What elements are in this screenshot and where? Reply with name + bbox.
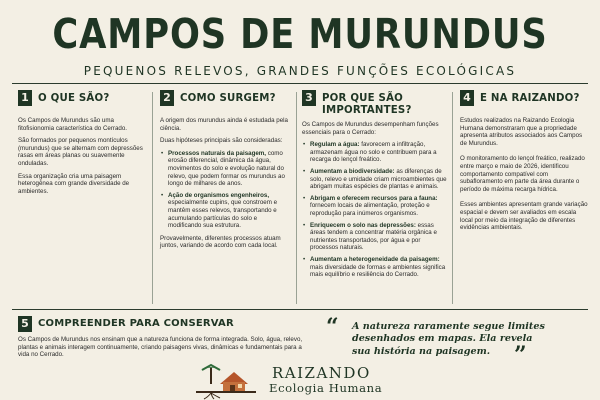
list-item bbox=[310, 256, 448, 279]
column-divider bbox=[152, 92, 153, 304]
paragraph: Provavelmente, diferentes processos atuam juntos, variando de acordo com cada local. bbox=[160, 234, 281, 250]
section-header bbox=[18, 90, 148, 112]
section-number: 3 bbox=[302, 90, 316, 106]
bullet-text: especialmente cupins, que constroem e mantêm esses relevos, transportando e acumulando partículas do solo e modificando sua estrutura. bbox=[168, 199, 278, 230]
bullet-list bbox=[310, 141, 448, 279]
paragraph: Os Campos de Murundus desempenham funções essenciais para o Cerrado: bbox=[302, 121, 439, 136]
bullet-bold: Regulam a água: bbox=[310, 141, 360, 149]
paragraph: Estudos realizados na Raizando Ecologia Humana demonstraram que a propriedade apresenta atributos associados aos Campos de Murundus. bbox=[460, 117, 583, 147]
paragraph: Os Campos de Murundus nos ensinam que a natureza funciona de forma integrada. Solo, água, relevo, plantas e animais interagem continuamente, criando paisagens vivas, dinâmicas e fundamentais para a vida no Cerrado. bbox=[18, 336, 303, 359]
bullet-bold: Processos naturais da paisagem, bbox=[168, 149, 267, 157]
list-item bbox=[310, 195, 448, 218]
bullet-bold: Enriquecem o solo nas depressões: bbox=[310, 221, 416, 229]
bullet-text: mais diversidade de formas e ambientes significa mais equilíbrio e resiliência do Cerrado. bbox=[310, 263, 446, 279]
section-in-raizando bbox=[460, 90, 588, 237]
section-header bbox=[160, 90, 290, 112]
section-number: 4 bbox=[460, 90, 474, 106]
paragraph: A origem dos murundus ainda é estudada pela ciência. bbox=[160, 117, 288, 132]
bullet-bold: Abrigam e oferecem recursos para a fauna: bbox=[310, 194, 438, 202]
house-with-tree-and-roots-icon bbox=[196, 362, 268, 400]
section-title: O QUE SÃO? bbox=[38, 93, 110, 104]
section-title: E NA RAIZANDO? bbox=[480, 93, 580, 104]
paragraph: São formados por pequenos montículos (murundus) que se alternam com depressões rasas em áreas planas ou suavemente onduladas. bbox=[18, 137, 143, 167]
section-how-arise bbox=[160, 90, 290, 255]
paragraph: Os Campos de Murundus são uma fitofisionomia característica do Cerrado. bbox=[18, 117, 128, 132]
bullet-list bbox=[168, 150, 290, 230]
bullet-text: fornecem locais de alimentação, proteção e reprodução para inúmeros organismos. bbox=[310, 202, 430, 217]
quote-text: A natureza raramente segue limites desenhados em mapas. Ela revela sua história na paisagem. bbox=[352, 321, 545, 357]
bullet-text: como erosão diferencial, dinâmica da água, movimentos do solo e evolução natural do relevo, que podem formar os murundus ao longo de milhares de anos. bbox=[168, 149, 285, 188]
open-quote-mark: “ bbox=[326, 314, 339, 340]
section-what-are bbox=[18, 90, 148, 200]
section-title: POR QUE SÃO IMPORTANTES? bbox=[322, 93, 412, 116]
bottom-divider bbox=[12, 309, 588, 310]
top-divider bbox=[12, 83, 588, 84]
section-number: 1 bbox=[18, 90, 32, 106]
bullet-bold: Aumentam a heterogeneidade da paisagem: bbox=[310, 255, 440, 263]
section-header bbox=[302, 90, 448, 116]
paragraph: Duas hipóteses principais são consideradas: bbox=[160, 137, 283, 145]
section-why-important bbox=[302, 90, 448, 284]
section-number: 2 bbox=[160, 90, 174, 106]
column-divider bbox=[452, 92, 453, 304]
bullet-text: essas áreas tendem a concentrar matéria orgânica e nutrientes transportados, por água e por processos naturais. bbox=[310, 221, 437, 252]
bullet-bold: Aumentam a biodiversidade: bbox=[310, 167, 395, 175]
brand-name: RAIZANDO bbox=[272, 364, 371, 382]
brand-logo bbox=[196, 362, 416, 400]
section-title: COMPREENDER PARA CONSERVAR bbox=[38, 318, 234, 330]
paragraph: Essa organização cria uma paisagem heterogênea com grande diversidade de ambientes. bbox=[18, 172, 130, 195]
list-item bbox=[310, 141, 448, 164]
list-item bbox=[168, 192, 290, 230]
column-divider bbox=[296, 92, 297, 304]
page-subtitle: PEQUENOS RELEVOS, GRANDES FUNÇÕES ECOLÓGICAS bbox=[83, 64, 517, 78]
section-header bbox=[18, 316, 314, 332]
brand-tagline: Ecologia Humana bbox=[269, 381, 383, 395]
paragraph: Esses ambientes apresentam grande variação espacial e devem ser avaliados em escala local por meio da integração de diferentes evidências ambientais. bbox=[460, 201, 588, 232]
section-conserve bbox=[18, 316, 314, 359]
paragraph: O monitoramento do lençol freático, realizado entre março e maio de 2026, identificou comportamento compatível com subafloramento em parte da área durante o período de máxima recarga hídrica. bbox=[460, 155, 585, 193]
section-number: 5 bbox=[18, 316, 32, 332]
page-title: CAMPOS DE MURUNDUS bbox=[52, 10, 548, 58]
section-title: COMO SURGEM? bbox=[180, 93, 276, 104]
section-header bbox=[460, 90, 588, 112]
list-item bbox=[310, 222, 448, 252]
close-quote-mark: ” bbox=[514, 342, 527, 368]
bullet-bold: Ação de organismos engenheiros, bbox=[168, 191, 270, 199]
list-item bbox=[310, 168, 448, 191]
bullet-text: favorecem a infiltração, armazenam água no solo e contribuem para a recarga do lençol freático. bbox=[310, 141, 437, 164]
bullet-text: as diferenças de solo, relevo e umidade criam microambientes que abrigam muitas espécies de plantas e animais. bbox=[310, 167, 447, 191]
list-item bbox=[168, 150, 290, 188]
